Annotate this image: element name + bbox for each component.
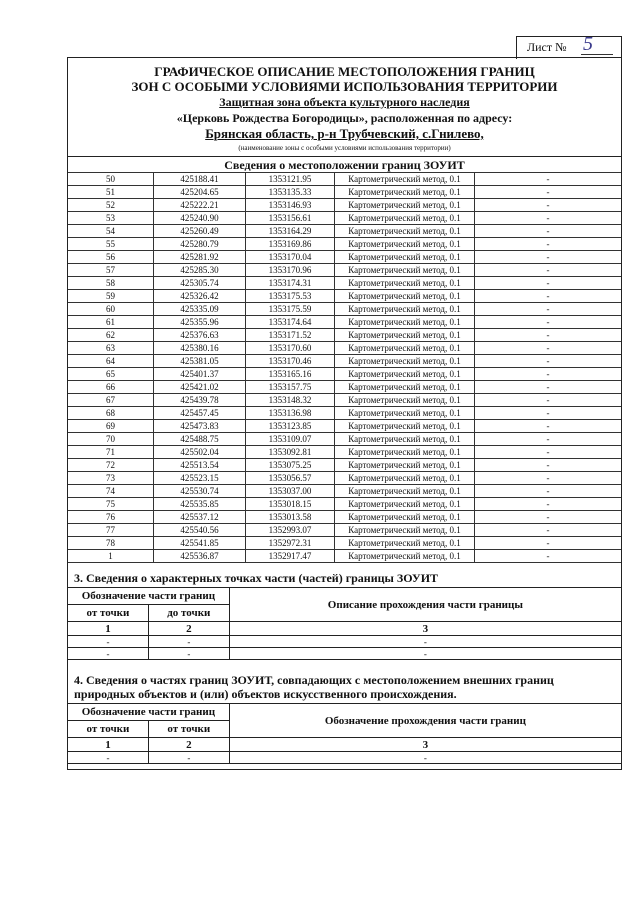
points-cell-x: 425540.56 (154, 524, 246, 537)
points-cell-method: Картометрический метод, 0.1 (335, 342, 475, 355)
points-cell-n: 73 (68, 472, 154, 485)
boundary-points-table (68, 172, 621, 563)
table-row (68, 225, 621, 238)
divider (68, 156, 621, 157)
points-cell-y: 1353171.52 (246, 329, 335, 342)
points-cell-desc: - (475, 511, 622, 524)
points-cell-x: 425222.21 (154, 199, 246, 212)
points-cell-desc: - (475, 225, 622, 238)
points-cell-n: 76 (68, 511, 154, 524)
points-cell-y: 1353170.60 (246, 342, 335, 355)
points-cell-n: 68 (68, 407, 154, 420)
table-row (68, 381, 621, 394)
points-cell-x: 425280.79 (154, 238, 246, 251)
points-cell-y: 1353174.64 (246, 316, 335, 329)
points-cell-method: Картометрический метод, 0.1 (335, 381, 475, 394)
points-cell-x: 425488.75 (154, 433, 246, 446)
points-cell-n: 51 (68, 186, 154, 199)
points-cell-n: 74 (68, 485, 154, 498)
points-cell-desc: - (475, 342, 622, 355)
points-cell-desc: - (475, 199, 622, 212)
points-cell-x: 425439.78 (154, 394, 246, 407)
points-cell-method: Картометрический метод, 0.1 (335, 420, 475, 433)
zone-caption: (наименование зоны с особыми условиями использования территории) (238, 144, 451, 152)
points-cell-method: Картометрический метод, 0.1 (335, 225, 475, 238)
points-cell-desc: - (475, 186, 622, 199)
table-row (68, 394, 621, 407)
points-cell-n: 65 (68, 368, 154, 381)
points-cell-x: 425457.45 (154, 407, 246, 420)
points-cell-desc: - (475, 459, 622, 472)
points-cell-n: 55 (68, 238, 154, 251)
points-cell-x: 425421.02 (154, 381, 246, 394)
points-cell-method: Картометрический метод, 0.1 (335, 290, 475, 303)
points-cell-x: 425537.12 (154, 511, 246, 524)
points-cell-x: 425541.85 (154, 537, 246, 550)
points-cell-x: 425535.85 (154, 498, 246, 511)
table-row (68, 251, 621, 264)
points-cell-desc: - (475, 238, 622, 251)
points-cell-n: 58 (68, 277, 154, 290)
points-cell-desc: - (475, 524, 622, 537)
points-cell-method: Картометрический метод, 0.1 (335, 316, 475, 329)
points-cell-desc: - (475, 433, 622, 446)
points-cell-y: 1352993.07 (246, 524, 335, 537)
points-cell-x: 425473.83 (154, 420, 246, 433)
points-cell-desc: - (475, 368, 622, 381)
points-cell-method: Картометрический метод, 0.1 (335, 511, 475, 524)
points-cell-method: Картометрический метод, 0.1 (335, 303, 475, 316)
points-cell-y: 1353013.58 (246, 511, 335, 524)
address: Брянская область, р-н Трубчевский, с.Гнилево, (205, 126, 484, 141)
sheet-number-underline (581, 54, 613, 55)
points-cell-x: 425240.90 (154, 212, 246, 225)
table-row (68, 433, 621, 446)
section4-title-line-1: 4. Сведения о частях границ ЗОУИТ, совпадающих с местоположением внешних границ (74, 673, 554, 687)
points-cell-desc: - (475, 303, 622, 316)
points-cell-desc: - (475, 251, 622, 264)
points-cell-method: Картометрический метод, 0.1 (335, 407, 475, 420)
table-row (68, 290, 621, 303)
points-cell-method: Картометрический метод, 0.1 (335, 264, 475, 277)
points-cell-method: Картометрический метод, 0.1 (335, 368, 475, 381)
points-cell-x: 425305.74 (154, 277, 246, 290)
section3-table (68, 587, 621, 660)
points-cell-n: 64 (68, 355, 154, 368)
points-cell-n: 62 (68, 329, 154, 342)
points-cell-x: 425380.16 (154, 342, 246, 355)
points-cell-n: 57 (68, 264, 154, 277)
points-cell-n: 60 (68, 303, 154, 316)
points-cell-x: 425204.65 (154, 186, 246, 199)
points-cell-x: 425355.96 (154, 316, 246, 329)
table-row (68, 368, 621, 381)
points-cell-method: Картометрический метод, 0.1 (335, 394, 475, 407)
points-cell-y: 1353156.61 (246, 212, 335, 225)
points-cell-x: 425285.30 (154, 264, 246, 277)
points-cell-method: Картометрический метод, 0.1 (335, 251, 475, 264)
points-cell-y: 1353092.81 (246, 446, 335, 459)
points-cell-desc: - (475, 407, 622, 420)
table-row (68, 238, 621, 251)
section4-group-header: Обозначение части границ (68, 704, 229, 721)
points-cell-x: 425281.92 (154, 251, 246, 264)
points-cell-y: 1353075.25 (246, 459, 335, 472)
section4-col-to: от точки (148, 721, 229, 738)
points-cell-x: 425381.05 (154, 355, 246, 368)
points-cell-n: 63 (68, 342, 154, 355)
table-row (68, 355, 621, 368)
points-cell-y: 1353170.04 (246, 251, 335, 264)
section3-cell: - (148, 648, 229, 660)
table-row (68, 485, 621, 498)
table-row (68, 173, 621, 186)
points-cell-desc: - (475, 264, 622, 277)
table-row (68, 459, 621, 472)
table-row (68, 407, 621, 420)
points-cell-n: 59 (68, 290, 154, 303)
points-cell-n: 78 (68, 537, 154, 550)
points-cell-y: 1353170.46 (246, 355, 335, 368)
points-cell-method: Картометрический метод, 0.1 (335, 524, 475, 537)
section3-cell: - (148, 636, 229, 648)
table-row (68, 199, 621, 212)
points-cell-x: 425523.15 (154, 472, 246, 485)
points-cell-n: 53 (68, 212, 154, 225)
points-cell-y: 1353175.59 (246, 303, 335, 316)
points-cell-x: 425536.87 (154, 550, 246, 563)
points-cell-n: 56 (68, 251, 154, 264)
points-cell-x: 425260.49 (154, 225, 246, 238)
points-cell-desc: - (475, 212, 622, 225)
points-cell-desc: - (475, 446, 622, 459)
points-cell-desc: - (475, 498, 622, 511)
points-cell-n: 70 (68, 433, 154, 446)
points-cell-y: 1353018.15 (246, 498, 335, 511)
section4-num-2: 2 (148, 738, 229, 752)
table-row (68, 446, 621, 459)
points-cell-desc: - (475, 316, 622, 329)
points-cell-desc: - (475, 420, 622, 433)
table-row (68, 186, 621, 199)
points-cell-y: 1352972.31 (246, 537, 335, 550)
points-cell-desc: - (475, 472, 622, 485)
points-cell-method: Картометрический метод, 0.1 (335, 433, 475, 446)
table-row (68, 550, 621, 563)
table-row (68, 472, 621, 485)
points-cell-method: Картометрический метод, 0.1 (335, 446, 475, 459)
points-cell-x: 425401.37 (154, 368, 246, 381)
points-cell-n: 75 (68, 498, 154, 511)
points-cell-method: Картометрический метод, 0.1 (335, 238, 475, 251)
table-row (68, 212, 621, 225)
points-cell-x: 425326.42 (154, 290, 246, 303)
points-cell-y: 1353169.86 (246, 238, 335, 251)
title-line-1: ГРАФИЧЕСКОЕ ОПИСАНИЕ МЕСТОПОЛОЖЕНИЯ ГРАНИЦ (154, 64, 535, 79)
document-frame (67, 57, 622, 770)
points-cell-y: 1353135.33 (246, 186, 335, 199)
points-cell-method: Картометрический метод, 0.1 (335, 498, 475, 511)
points-cell-desc: - (475, 290, 622, 303)
points-cell-method: Картометрический метод, 0.1 (335, 329, 475, 342)
points-cell-method: Картометрический метод, 0.1 (335, 186, 475, 199)
points-cell-x: 425376.63 (154, 329, 246, 342)
table-row (68, 648, 621, 660)
points-cell-method: Картометрический метод, 0.1 (335, 355, 475, 368)
section3-cell: - (68, 636, 148, 648)
points-cell-n: 61 (68, 316, 154, 329)
points-cell-y: 1353174.31 (246, 277, 335, 290)
points-cell-y: 1353157.75 (246, 381, 335, 394)
table-row (68, 316, 621, 329)
table-row (68, 511, 621, 524)
points-cell-x: 425335.09 (154, 303, 246, 316)
section4-title-line-2: природных объектов и (или) объектов искусственного происхождения. (74, 687, 457, 701)
points-cell-desc: - (475, 381, 622, 394)
points-cell-method: Картометрический метод, 0.1 (335, 485, 475, 498)
points-cell-method: Картометрический метод, 0.1 (335, 550, 475, 563)
points-cell-method: Картометрический метод, 0.1 (335, 199, 475, 212)
section3-col-to: до точки (148, 605, 229, 622)
points-cell-n: 77 (68, 524, 154, 537)
points-cell-x: 425513.54 (154, 459, 246, 472)
points-cell-y: 1353056.57 (246, 472, 335, 485)
table-row (68, 498, 621, 511)
section3-cell: - (229, 648, 621, 660)
points-cell-desc: - (475, 550, 622, 563)
section3-cell: - (229, 636, 621, 648)
points-cell-n: 67 (68, 394, 154, 407)
section4-table (68, 703, 621, 764)
points-cell-method: Картометрический метод, 0.1 (335, 277, 475, 290)
points-cell-y: 1353123.85 (246, 420, 335, 433)
table-row (68, 329, 621, 342)
section4-cell: - (229, 752, 621, 764)
section4-col-desc: Обозначение прохождения части границ (229, 704, 621, 738)
points-cell-x: 425188.41 (154, 173, 246, 186)
points-cell-y: 1353136.98 (246, 407, 335, 420)
table-row (68, 264, 621, 277)
zone-name: Защитная зона объекта культурного наследия (219, 95, 470, 109)
table-row (68, 636, 621, 648)
sheet-label: Лист № (527, 40, 567, 54)
points-cell-method: Картометрический метод, 0.1 (335, 212, 475, 225)
points-cell-n: 71 (68, 446, 154, 459)
points-cell-desc: - (475, 537, 622, 550)
section4-num-3: 3 (229, 738, 621, 752)
section3-num-2: 2 (148, 622, 229, 636)
section3-title: 3. Сведения о характерных точках части (частей) границы ЗОУИТ (74, 571, 439, 585)
section3-cell: - (68, 648, 148, 660)
points-cell-n: 69 (68, 420, 154, 433)
points-cell-method: Картометрический метод, 0.1 (335, 173, 475, 186)
points-cell-y: 1353109.07 (246, 433, 335, 446)
points-cell-desc: - (475, 277, 622, 290)
points-cell-desc: - (475, 329, 622, 342)
points-cell-y: 1353165.16 (246, 368, 335, 381)
section4-cell: - (148, 752, 229, 764)
points-cell-desc: - (475, 173, 622, 186)
table-row (68, 420, 621, 433)
table-row (68, 752, 621, 764)
points-cell-y: 1353121.95 (246, 173, 335, 186)
table-row (68, 524, 621, 537)
section4-cell: - (68, 752, 148, 764)
section3-num-1: 1 (68, 622, 148, 636)
points-cell-y: 1353170.96 (246, 264, 335, 277)
points-cell-n: 54 (68, 225, 154, 238)
object-line: «Церковь Рождества Богородицы», расположенная по адресу: (176, 111, 513, 125)
points-cell-desc: - (475, 485, 622, 498)
title-line-2: ЗОН С ОСОБЫМИ УСЛОВИЯМИ ИСПОЛЬЗОВАНИЯ ТЕРРИТОРИИ (131, 79, 558, 94)
points-cell-y: 1353164.29 (246, 225, 335, 238)
points-cell-desc: - (475, 394, 622, 407)
section3-num-3: 3 (229, 622, 621, 636)
points-cell-n: 66 (68, 381, 154, 394)
points-cell-y: 1353146.93 (246, 199, 335, 212)
points-cell-method: Картометрический метод, 0.1 (335, 472, 475, 485)
points-cell-y: 1353037.00 (246, 485, 335, 498)
points-cell-x: 425502.04 (154, 446, 246, 459)
section4-num-1: 1 (68, 738, 148, 752)
sheet-number: 5 (583, 33, 593, 55)
points-cell-x: 425530.74 (154, 485, 246, 498)
section2-title: Сведения о местоположении границ ЗОУИТ (224, 158, 465, 172)
points-cell-n: 1 (68, 550, 154, 563)
table-row (68, 303, 621, 316)
points-cell-y: 1353175.53 (246, 290, 335, 303)
points-cell-method: Картометрический метод, 0.1 (335, 459, 475, 472)
points-cell-method: Картометрический метод, 0.1 (335, 537, 475, 550)
section3-group-header: Обозначение части границ (68, 588, 229, 605)
section3-col-from: от точки (68, 605, 148, 622)
points-cell-y: 1353148.32 (246, 394, 335, 407)
table-row (68, 277, 621, 290)
points-cell-desc: - (475, 355, 622, 368)
section3-col-desc: Описание прохождения части границы (229, 588, 621, 622)
points-cell-n: 50 (68, 173, 154, 186)
section4-col-from: от точки (68, 721, 148, 738)
sheet-number-box (516, 33, 622, 59)
table-row (68, 342, 621, 355)
points-cell-y: 1352917.47 (246, 550, 335, 563)
table-row (68, 537, 621, 550)
points-cell-n: 72 (68, 459, 154, 472)
points-cell-n: 52 (68, 199, 154, 212)
